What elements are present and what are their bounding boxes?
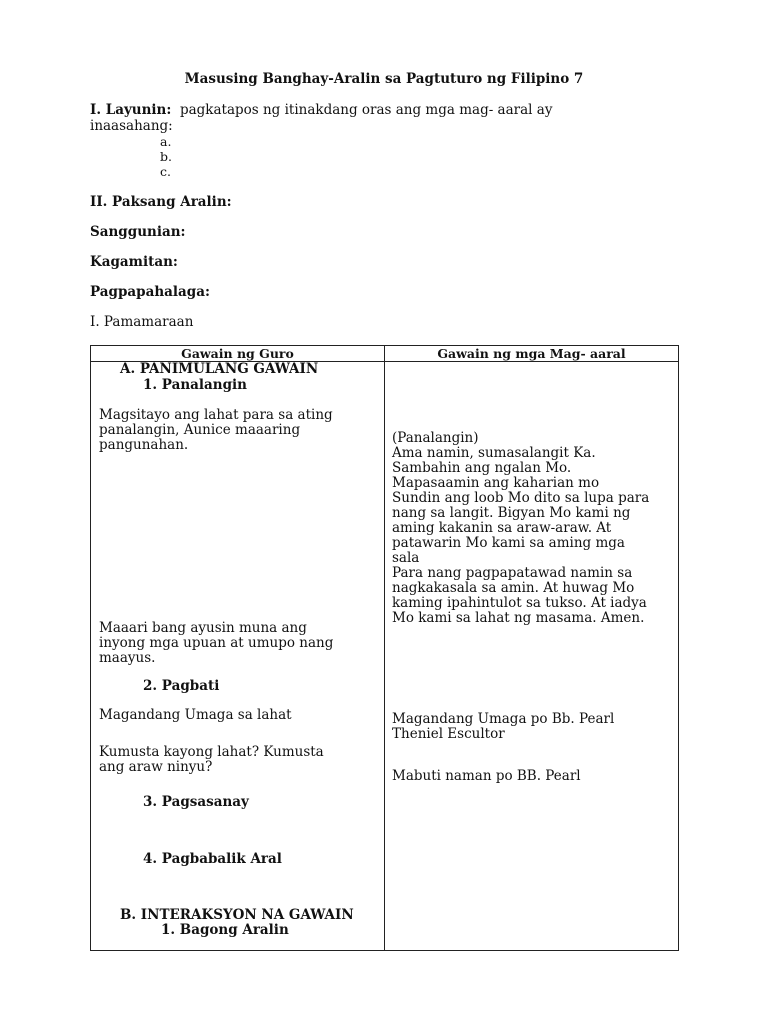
prayer-line: patawarin Mo kami sa aming mga [392, 535, 625, 551]
step-panalangin: 1. Panalangin [143, 377, 247, 393]
seat-prompt-line: Maaari bang ayusin muna ang [99, 620, 307, 636]
prayer-line: Sundin ang loob Mo dito sa lupa para [392, 490, 650, 506]
prayer-line: (Panalangin) [392, 430, 479, 446]
pagpapahalaga-heading: Pagpapahalaga: [90, 284, 210, 300]
step-pagbabalik-aral: 4. Pagbabalik Aral [143, 851, 282, 867]
kumusta-line: Kumusta kayong lahat? Kumusta [99, 744, 324, 760]
step-bagong-aralin: 1. Bagong Aralin [161, 922, 289, 938]
prayer-line: Mapasaamin ang kaharian mo [392, 475, 600, 491]
prayer-line: nang sa langit. Bigyan Mo kami ng [392, 505, 631, 521]
prayer-line: Mo kami sa lahat ng masama. Amen. [392, 610, 645, 626]
prayer-line: aming kakanin sa araw-araw. At [392, 520, 612, 536]
teacher-activities-cell [91, 362, 385, 951]
pamamaraan-heading: I. Pamamaraan [90, 314, 194, 330]
seat-prompt-line: inyong mga upuan at umupo nang [99, 635, 334, 651]
step-pagsasanay: 3. Pagsasanay [143, 794, 249, 810]
student-activities-cell [385, 362, 679, 951]
prayer-line: nagkakasala sa amin. At huwag Mo [392, 580, 635, 596]
section-a-heading: A. PANIMULANG GAWAIN [120, 361, 319, 377]
kagamitan-heading: Kagamitan: [90, 254, 178, 270]
prayer-line: Sambahin ang ngalan Mo. [392, 460, 572, 476]
prayer-line: Para nang pagpapatawad namin sa [392, 565, 633, 581]
section-b-heading: B. INTERAKSYON NA GAWAIN [120, 907, 354, 923]
objective-item-c: c. [160, 164, 171, 179]
paksang-aralin-heading: II. Paksang Aralin: [90, 194, 232, 210]
student-column-header: Gawain ng mga Mag- aaral [385, 346, 679, 362]
table-header-row [91, 346, 679, 362]
kumusta-line: ang araw ninyu? [99, 759, 213, 775]
seat-prompt-line: maayus. [99, 650, 156, 666]
greeting-text: Magandang Umaga sa lahat [99, 707, 292, 723]
prayer-prompt-line: panalangin, Aunice maaaring [99, 422, 301, 438]
kumusta-reply: Mabuti naman po BB. Pearl [392, 768, 581, 784]
prayer-line: sala [392, 550, 420, 566]
procedure-table [90, 345, 679, 951]
objectives-text-2: inaasahang: [90, 118, 173, 134]
prayer-line: Ama namin, sumasalangit Ka. [392, 445, 596, 461]
objective-item-b: b. [160, 149, 172, 164]
objective-item-a: a. [160, 134, 172, 149]
greeting-reply-line: Magandang Umaga po Bb. Pearl [392, 711, 615, 727]
objectives-text-1: pagkatapos ng itinakdang oras ang mga mag- aaral ay [179, 102, 553, 118]
prayer-prompt-line: pangunahan. [99, 437, 189, 453]
objectives-label: I. Layunin: [90, 102, 172, 118]
prayer-prompt-line: Magsitayo ang lahat para sa ating [99, 407, 333, 423]
teacher-column-header: Gawain ng Guro [91, 346, 385, 362]
sanggunian-heading: Sanggunian: [90, 224, 186, 240]
objectives-line [90, 103, 552, 118]
greeting-reply-line: Theniel Escultor [392, 726, 505, 742]
table-row [91, 362, 679, 951]
document-title: Masusing Banghay-Aralin sa Pagtuturo ng Filipino 7 [184, 71, 584, 87]
prayer-line: kaming ipahintulot sa tukso. At iadya [392, 595, 647, 611]
step-pagbati: 2. Pagbati [143, 678, 220, 694]
